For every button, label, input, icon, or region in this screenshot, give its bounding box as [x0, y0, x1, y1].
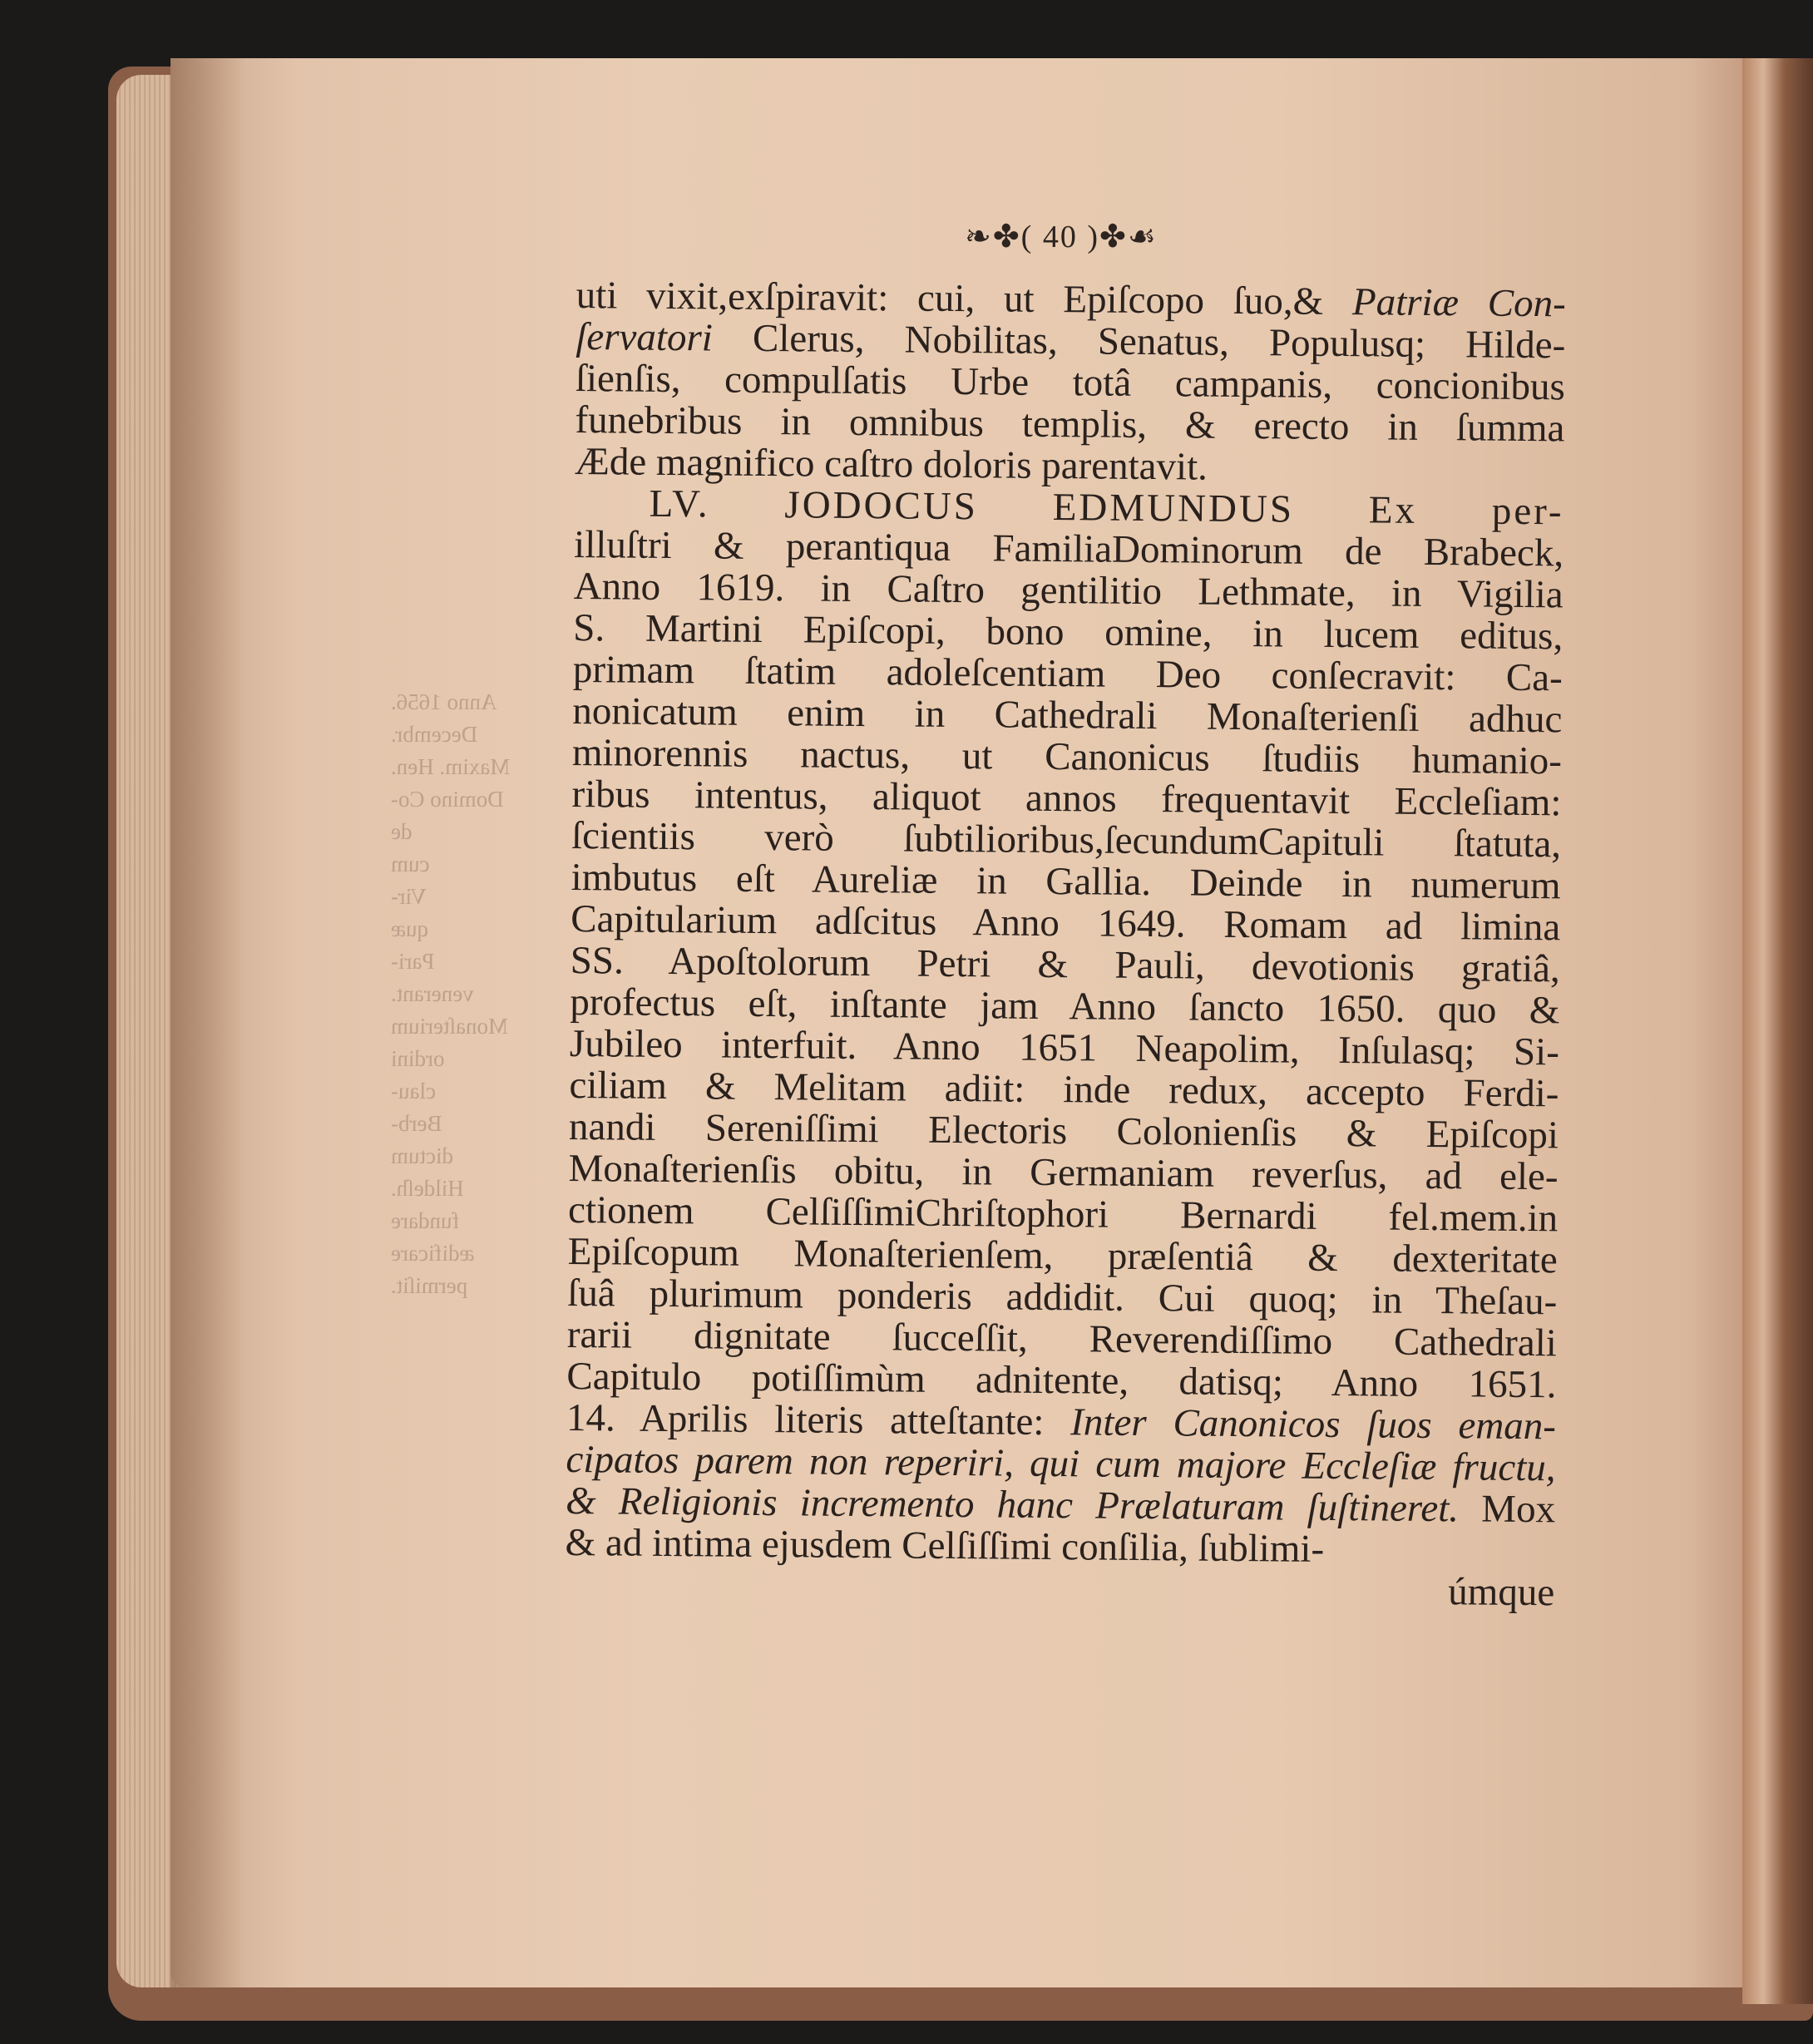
- text-segment: funebribus in omnibus templis, & erecto in ſumma: [575, 397, 1565, 451]
- bleed-through-line: Vir-: [391, 884, 427, 909]
- text-segment: Capitularium adſcitus Anno 1649. Romam ad limina: [571, 896, 1561, 950]
- italic-text-segment: Inter Canonicos ſuos eman-: [1070, 1400, 1557, 1449]
- text-segment: Jubileo interfuit. Anno 1651 Neapolim, Inſulasq; Si-: [569, 1021, 1560, 1074]
- page-header: [965, 218, 1214, 255]
- bleed-through-line: Decembr.: [391, 722, 478, 747]
- bleed-through-line: fundare: [391, 1208, 460, 1233]
- text-segment: nandi Sereniſſimi Electoris Colonienſis & Epiſcopi: [568, 1104, 1559, 1158]
- header-ornament-right: )✤☙: [1087, 220, 1158, 254]
- text-segment: profectus eſt, inſtante jam Anno ſancto 1650. quo &: [570, 980, 1560, 1033]
- bleed-through-line: Anno 1656.: [391, 689, 497, 714]
- text-segment: úmque: [1448, 1570, 1555, 1615]
- text-segment: Monaſterienſis obitu, in Germaniam reverſus, ad ele-: [568, 1146, 1559, 1199]
- bleed-through-line: ædificare: [391, 1241, 475, 1266]
- text-segment: Epiſcopum Monaſterienſem, præſentiâ & dexteritate: [567, 1229, 1558, 1282]
- text-segment: rarii dignitate ſucceſſit, Reverendiſſimo Cathedrali: [566, 1312, 1558, 1365]
- bleed-through-line: ordini: [391, 1046, 445, 1071]
- bleed-through-line: quæ: [391, 916, 429, 941]
- page-number: 40: [1042, 220, 1078, 254]
- bleed-through-line: Domino Co-: [391, 787, 504, 812]
- text-segment: LV. JODOCUS EDMUNDUS Ex per-: [649, 481, 1564, 534]
- bleed-through-line: Berb-: [391, 1111, 442, 1136]
- italic-text-segment: & Religionis incremento hanc Prælaturam ſuſtineret.: [565, 1479, 1460, 1531]
- text-segment: 14. Aprilis literis atteſtante:: [566, 1395, 1071, 1444]
- bleed-through-line: permiſit.: [391, 1273, 468, 1298]
- body-text: [565, 274, 1566, 1613]
- text-segment: Mox: [1458, 1487, 1556, 1532]
- text-segment: ſienſis, compulſatis Urbe totâ campanis, concionibus: [575, 356, 1566, 409]
- text-segment: ribus intentus, aliquot annos frequentavit Eccleſiam:: [571, 772, 1562, 825]
- text-segment: Clerus, Nobilitas, Senatus, Populusq; Hilde-: [712, 316, 1566, 368]
- text-segment: ctionem CelſiſſimiChriſtophori Bernardi fel.mem.in: [567, 1187, 1559, 1241]
- gutter-shadow: [170, 58, 245, 1987]
- text-segment: ciliam & Melitam adiit: inde redux, accepto Ferdi-: [569, 1063, 1559, 1116]
- facing-page-edge: [1742, 58, 1813, 2004]
- bleed-through-line: Monaſterium: [391, 1014, 508, 1039]
- italic-text-segment: cipatos parem non reperiri, qui cum majore Eccleſiæ fructu,: [566, 1437, 1556, 1490]
- bleed-through-line: Pari-: [391, 949, 435, 974]
- bleed-through-line: cum: [391, 852, 430, 876]
- text-segment: ſuâ plurimum ponderis addidit. Cui quoq; in Theſau-: [567, 1271, 1558, 1324]
- italic-text-segment: ſervatori: [576, 314, 714, 360]
- text-segment: S. Martini Epiſcopi, bono omine, in lucem editus,: [573, 605, 1564, 659]
- bleed-through-line: Hildeſh.: [391, 1176, 464, 1201]
- text-line: [565, 1563, 1554, 1613]
- bleed-through-text: [391, 686, 582, 1302]
- text-segment: nonicatum enim in Cathedrali Monaſterienſi adhuc: [572, 689, 1563, 742]
- text-segment: & ad intima ejusdem Celſiſſimi conſilia, ſublimi-: [565, 1520, 1325, 1571]
- bleed-through-line: dictum: [391, 1143, 453, 1168]
- text-segment: Anno 1619. in Caſtro gentilitio Lethmate, in Vigilia: [573, 564, 1564, 617]
- text-segment: illuſtri & perantiqua FamiliaDominorum de Brabeck,: [573, 522, 1564, 575]
- bleed-through-line: de: [391, 819, 412, 844]
- text-segment: minorennis nactus, ut Canonicus ſtudiis humanio-: [571, 730, 1563, 783]
- bleed-through-line: clau-: [391, 1079, 436, 1103]
- text-segment: primam ſtatim adoleſcentiam Deo conſecravit: Ca-: [572, 647, 1564, 700]
- text-segment: ſcientiis verò ſubtilioribus,ſecundumCapituli ſtatuta,: [571, 813, 1562, 866]
- text-segment: Æde magnifico caſtro doloris parentavit.: [574, 439, 1208, 489]
- text-segment: Capitulo potiſſimùm adnitente, datisq; Anno 1651.: [566, 1354, 1557, 1407]
- text-segment: imbutus eſt Aureliæ in Gallia. Deinde in numerum: [571, 855, 1561, 908]
- bleed-through-line: Maxim. Hen.: [391, 754, 511, 779]
- header-ornament-left: ❧✤(: [965, 220, 1034, 254]
- italic-text-segment: Patriæ Con-: [1351, 280, 1566, 326]
- bleed-through-line: venerant.: [391, 981, 474, 1006]
- text-segment: uti vixit,exſpiravit: cui, ut Epiſcopo ſuo,&: [576, 274, 1353, 324]
- text-segment: SS. Apoſtolorum Petri & Pauli, devotionis gratiâ,: [570, 938, 1560, 991]
